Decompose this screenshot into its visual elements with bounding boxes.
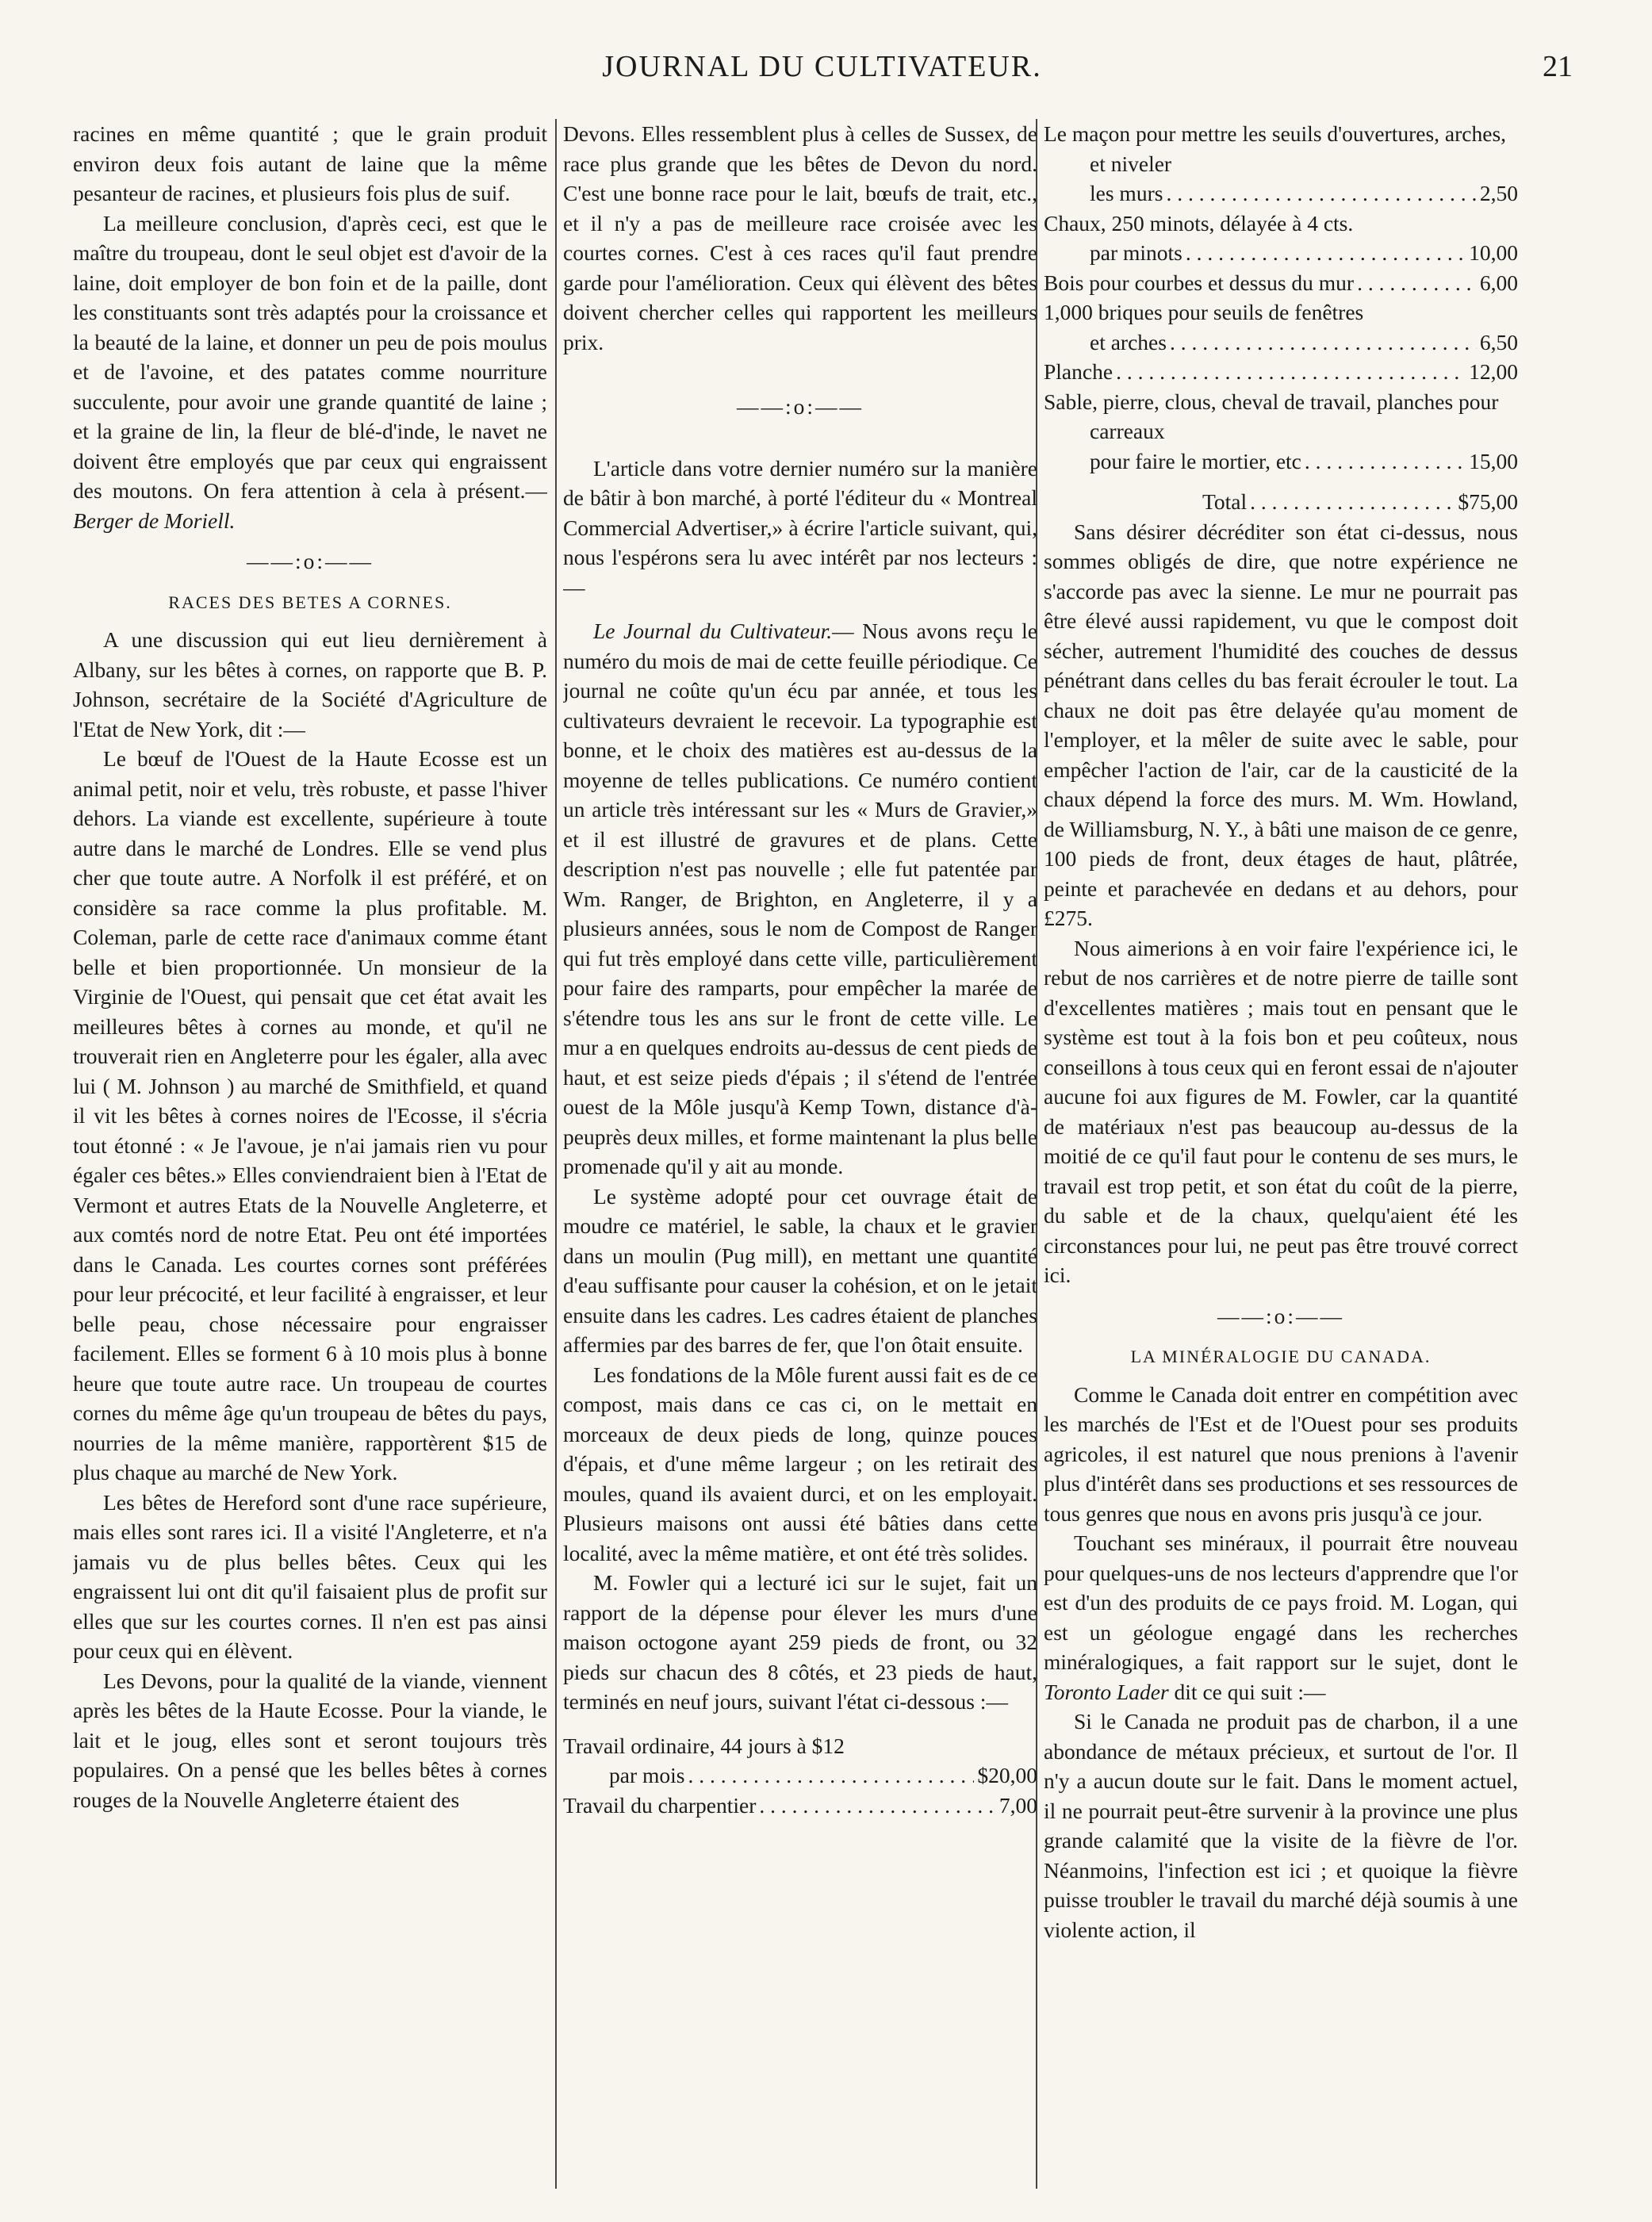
separator: ——:o:—— [246, 549, 374, 573]
leader-dots [1305, 446, 1466, 477]
leader-dots [1116, 357, 1466, 387]
leader-dots [688, 1760, 974, 1791]
expense-list [1044, 119, 1518, 517]
paragraph: Comme le Canada doit entrer en compétition avec les marchés de l'Est et de l'Ouest pour ses produits agricoles, il est naturel que nous prenions à l'avenir plus d'intérêt dans ses productions et ses ressources de tous genres que nous en avons pris jusqu'à ce jour. [1044, 1381, 1518, 1526]
leader-dots [1250, 487, 1455, 517]
article-title: Le Journal du Cultivateur. [593, 619, 833, 643]
paragraph-text: — Nous avons reçu le numéro du mois de mai de cette feuille périodique. Ce journal ne coûte qu'un écu par année, et tous les cultivateurs devraient le recevoir. La typographie est bonne, et le choix des matières est au-dessus de la moyenne de telles publications. Ce numéro contient un article très intéressant sur les « Murs de Gravier,» et il est illustré de gravures et de plans. Cette description n'est pas nouvelle ; elle fut patentée par Wm. Ranger, de Brighton, en Angleterre, il y a plusieurs années, sous le nom de Compost de Ranger qui fut très employé dans cette ville, particulièrement pour faire des ramparts, pour empêcher la marée de s'étendre tous les ans sur le front de cette ville. Le mur a en quelques endroits au-dessus de cent pieds de haut, et est seize pieds d'épais ; il s'étend de l'entrée ouest de la Môle jusqu'à Kemp Town, distance d'à-peuprès deux milles, et forme maintenant la plus belle promenade qu'il y ait au monde. [563, 619, 1037, 1178]
expense-sub: les murs [1090, 181, 1163, 205]
paragraph: L'article dans votre dernier numéro sur la manière de bâtir à bon marché, à porté l'éditeur du « Montreal Commercial Advertiser,» à écrire l'article suivant, qui, nous l'espérons sera lu avec intérêt par nos lecteurs :— [563, 455, 1037, 600]
expense-row [1044, 446, 1518, 477]
paragraph: Les Devons, pour la qualité de la viande, viennent après les bêtes de la Haute Ecosse. Pour la viande, le lait et le joug, elles sont et seront toujours très populaires. On a pensé que les belles bêtes à cornes rouges de la Nouvelle Angleterre étaient des [73, 1668, 547, 1812]
paragraph: Le bœuf de l'Ouest de la Haute Ecosse est un animal petit, noir et velu, très robuste, et passe l'hiver dehors. La viande est excellente, supérieure à toute autre dans le marché de Londres. Elle se vend plus cher que toute autre. A Norfolk il est préféré, et on considère sa race comme la plus profitable. M. Coleman, parle de cette race d'animaux comme étant belle et bien proportionnée. Un monsieur de la Virginie de l'Ouest, qui pensait que cet état avait les meilleures bêtes à cornes au monde, et qu'il ne trouverait rien en Angleterre pour les égaler, alla avec lui ( M. Johnson ) au marché de Smithfield, et quand il vit les bêtes à cornes noires de l'Ecosse, il s'écria tout étonné : « Je l'avoue, je n'ai jamais rien vu pour égaler ces bêtes.» Elles conviendraient bien à l'Etat de Vermont et autres Etats de la Nouvelle Angleterre, et aux comtés nord de notre Etat. Peu ont été importées dans le Canada. Les courtes cornes sont préférées pour leur précocité, et leur facilité à engraisser, et leur belle peau, chose nécessaire pour engraisser facilement. Elles se forment 6 à 10 mois plus à bonne heure que toute autre race. Un troupeau de courtes cornes du même âge qu'un troupeau de bêtes du pays, nourries de la même manière, rapportèrent $15 de plus chaque au marché de New York. [73, 746, 547, 1485]
paragraph-text: La meilleure conclusion, d'après ceci, est que le maître du troupeau, dont le seul objet est d'avoir de la laine, doit employer de bon foin et de la paille, dont les constituants sont très adaptés pour la croissance et la beauté de la laine, et donner un peu de pois moulus et de l'avoine, et des patates comme nourriture succulente, pour avoir une grande quantité de laine ; et la graine de lin, la fleur de blé-d'inde, le navet ne doivent être employés que par ceux qui engraissent des moutons. On fera attention à cela à présent.— [73, 210, 547, 503]
expense-label: Bois pour courbes et dessus du mur [1044, 270, 1355, 295]
paragraph: Sans désirer décréditer son état ci-dessus, nous sommes obligés de dire, que notre expérience ne s'accorde pas avec la sienne. Le mur ne pourrait pas être élevé aussi rapidement, vu que le compost doit sécher, autrement l'humidité des couches de dessus pénétrant dans celles du bas ferait écrouler le tout. La chaux ne doit pas être delayée qu'au moment de l'employer, et la mêler de suite avec le sable, pour empêcher l'action de l'air, car de la causticité de la chaux dépend la force des murs. M. Wm. Howland, de Williamsburg, N. Y., à bâti une maison de ce genre, 100 pieds de front, deux étages de haut, plâtrée, peinte et parachevée en dedans et au dehors, pour £275. [1044, 519, 1518, 930]
total-label: Total [1202, 489, 1248, 514]
columns [73, 119, 1518, 2189]
expense-amount: 10,00 [1469, 240, 1518, 265]
expense-total-row [1044, 487, 1518, 517]
expense-list [563, 1731, 1037, 1821]
paragraph-text: Touchant ses minéraux, il pourrait être nouveau pour quelques-uns de nos lecteurs d'apprendre que l'or est d'un des produits de ce pays froid. M. Logan, qui est un géologue engagé dans les recherches minéralogiques, a fait rapport sur le sujet, dont le [1044, 1530, 1518, 1674]
expense-row [563, 1760, 1037, 1791]
expense-label: Le maçon pour mettre les seuils d'ouvertures, arches, et niveler [1044, 121, 1507, 176]
column-1 [73, 119, 547, 2189]
paragraph: Le système adopté pour cet ouvrage était de moudre ce matériel, le sable, la chaux et le gravier dans un moulin (Pug mill), en mettant une quantité d'eau suffisante pour causer la cohésion, et on le jetait ensuite dans les cadres. Les cadres étaient de planches affermies par des barres de fer, que l'on ôtait ensuite. [563, 1183, 1037, 1357]
leader-dots [1186, 238, 1466, 268]
leader-dots [1166, 178, 1476, 209]
expense-label: Chaux, 250 minots, délayée à 4 cts. [1044, 210, 1354, 236]
paragraph: Devons. Elles ressemblent plus à celles de Sussex, de race plus grande que les bêtes de Devon du nord. C'est une bonne race pour le lait, bœufs de trait, etc., et il n'y a pas de meilleure race croisée avec les courtes cornes. C'est à ces races qu'il faut prendre garde pour l'amélioration. Ceux qui élèvent des bêtes doivent chercher celles qui rapportent les meilleurs prix. [563, 121, 1037, 354]
expense-row [1044, 268, 1518, 298]
paragraph: Les fondations de la Môle furent aussi fait es de ce compost, mais dans ce cas ci, on le mettait en morceaux de deux pieds de long, quinze pouces d'épais, et d'une même largeur ; on les retirait des moules, quand ils avaient durci, et on les employait. Plusieurs maisons ont aussi été bâties dans cette localité, avec la même matière, et ont été très solides. [563, 1362, 1037, 1565]
expense-label: Travail du charpentier [563, 1792, 757, 1818]
page-number: 21 [1543, 50, 1573, 83]
expense-amount: 6,00 [1479, 270, 1518, 295]
expense-amount: $20,00 [977, 1763, 1037, 1787]
expense-row [1044, 238, 1518, 268]
expense-sub: et arches [1090, 329, 1167, 354]
paragraph: Les bêtes de Hereford sont d'une race supérieure, mais elles sont rares ici. Il a visité l'Angleterre, et n'a jamais vu de plus belles bêtes. Ceux qui les engraissent lui ont dit qu'il faisaient plus de profit sur elles que sur les courtes cornes. Il n'en est pas ainsi pour ceux qui en élèvent. [73, 1489, 547, 1663]
expense-label: Travail ordinaire, 44 jours à $12 [563, 1733, 845, 1758]
paragraph: M. Fowler qui a lecturé ici sur le sujet, fait un rapport de la dépense pour élever les murs d'une maison octogone ayant 259 pieds de front, ou 32 pieds sur chacun des 8 côtés, et 23 pieds de haut, terminés en neuf jours, suivant l'état ci-dessous :— [563, 1570, 1037, 1714]
paragraph: racines en même quantité ; que le grain produit environ deux fois autant de laine que la même pesanteur de racines, et plusieurs fois plus de suif. [73, 121, 547, 205]
paragraph [563, 616, 1037, 1182]
leader-dots [759, 1791, 996, 1821]
total-amount: $75,00 [1458, 489, 1518, 514]
signature: Berger de Moriell. [73, 508, 236, 533]
section-heading: RACES DES BETES A CORNES. [168, 592, 452, 612]
expense-amount: 7,00 [998, 1792, 1037, 1818]
column-2 [563, 119, 1037, 2189]
paragraph [1044, 1528, 1518, 1707]
newspaper-name: Toronto Lader [1044, 1679, 1169, 1704]
leader-dots [1357, 268, 1477, 298]
expense-label: Planche [1044, 359, 1113, 384]
expense-row [1044, 328, 1518, 358]
leader-dots [1170, 328, 1477, 358]
paragraph [73, 209, 547, 536]
paragraph-text: dit ce qui suit :— [1168, 1679, 1326, 1704]
expense-label: Sable, pierre, clous, cheval de travail, planches pour carreaux [1044, 389, 1499, 443]
paragraph: Si le Canada ne produit pas de charbon, il a une abondance de métaux précieux, et surtout de l'or. Il n'y a aucun doute sur le fait. Dans le moment actuel, il ne pourrait peut-être survenir à la province une plus grande calamité que la visite de la fièvre de l'or. Néanmoins, l'infection est ici ; et quoique la fièvre puisse troubler le travail du marché déjà soumis à une violente action, il [1044, 1709, 1518, 1942]
expense-amount: 12,00 [1469, 359, 1518, 384]
journal-title: JOURNAL DU CULTIVATEUR. [602, 50, 1042, 83]
separator: ——:o:—— [1217, 1303, 1345, 1328]
separator: ——:o:—— [736, 394, 864, 419]
section-heading: LA MINÉRALOGIE DU CANADA. [1130, 1347, 1432, 1366]
column-3 [1044, 119, 1518, 2189]
expense-label: 1,000 briques pour seuils de fenêtres [1044, 300, 1364, 324]
expense-row [1044, 178, 1518, 209]
running-head [71, 49, 1573, 89]
expense-sub: par minots [1090, 240, 1182, 265]
expense-amount: 6,50 [1479, 329, 1518, 354]
expense-amount: 2,50 [1479, 181, 1518, 205]
expense-amount: 15,00 [1469, 448, 1518, 473]
expense-sub: pour faire le mortier, etc [1090, 448, 1301, 473]
paragraph: Nous aimerions à en voir faire l'expérience ici, le rebut de nos carrières et de notre pierre de taille sont d'excellentes matières ; mais tout en pensant que le système est tout à la fois bon et peu coûteux, nous conseillons à tous ceux qui en feront essai de n'ajouter aucune foi aux figures de M. Fowler, car la quantité de matériaux n'est pas beaucoup au-dessus de la moitié de ce qu'il faut pour le contenu de ses murs, le travail est trop petit, et son état du coût de la pierre, du sable et de la chaux, quelqu'aient été les circonstances pour lui, ne peut pas être trouvé correct ici. [1044, 935, 1518, 1287]
expense-row [563, 1791, 1037, 1821]
expense-sub: par mois [609, 1763, 685, 1787]
expense-row [1044, 357, 1518, 387]
paragraph: A une discussion qui eut lieu dernièrement à Albany, sur les bêtes à cornes, on rapporte que B. P. Johnson, secrétaire de la Société d'Agriculture de l'Etat de New York, dit :— [73, 627, 547, 741]
